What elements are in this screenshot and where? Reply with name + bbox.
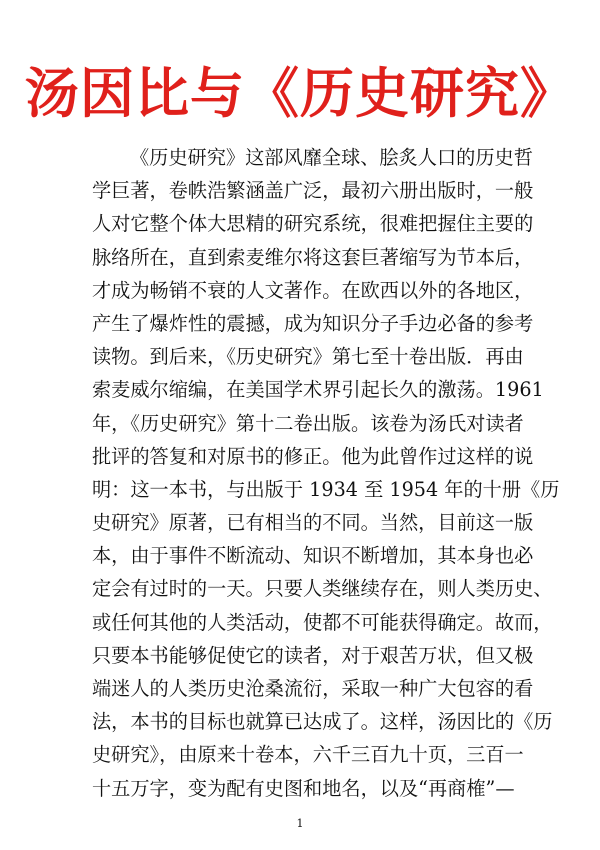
paragraph-line: 明：这一本书，与出版于 1934 至 1954 年的十册《历 bbox=[92, 477, 560, 501]
paragraph-line: 索麦威尔缩编，在美国学术界引起长久的激荡。1961 bbox=[92, 378, 544, 402]
paragraph-line: 学巨著，卷帙浩繁涵盖广泛，最初六册出版时，一般 bbox=[92, 179, 534, 203]
paragraph-line: 才成为畅销不衰的人文著作。在欧西以外的各地区， bbox=[92, 278, 534, 302]
paragraph-line: 年，《历史研究》第十二卷出版。该卷为汤氏对读者 bbox=[92, 411, 524, 435]
page-title: 汤因比与《历史研究》 bbox=[25, 61, 575, 125]
paragraph-line: 或任何其他的人类活动，使都不可能获得确定。故而， bbox=[92, 610, 553, 634]
paragraph-line: 史研究》原著，已有相当的不同。当然，目前这一版 bbox=[92, 511, 534, 535]
paragraph-line: 批评的答复和对原书的修正。他为此曾作过这样的说 bbox=[92, 444, 534, 468]
paragraph-line: 产生了爆炸性的震撼，成为知识分子手边必备的参考 bbox=[92, 311, 534, 335]
paragraph-line: 人对它整个体大思精的研究系统，很难把握住主要的 bbox=[92, 212, 534, 236]
paragraph-line: 只要本书能够促使它的读者，对于艰苦万状，但又极 bbox=[92, 643, 534, 667]
paragraph-line: 定会有过时的一天。只要人类继续存在，则人类历史、 bbox=[92, 577, 553, 601]
paragraph-line: 读物。到后来，《历史研究》第七至十卷出版．再由 bbox=[92, 345, 524, 369]
paragraph-line: 本，由于事件不断流动、知识不断增加，其本身也必 bbox=[92, 544, 534, 568]
page-number: 1 bbox=[296, 817, 304, 830]
body-paragraph bbox=[92, 141, 560, 805]
paragraph-line: 脉络所在，直到索麦维尔将这套巨著缩写为节本后， bbox=[92, 245, 534, 269]
paragraph-line: 法，本书的目标也就算已达成了。这样，汤因比的《历 bbox=[92, 710, 553, 734]
paragraph-line: 端迷人的人类历史沧桑流衍，采取一种广大包容的看 bbox=[92, 677, 534, 700]
paragraph-line: 《历史研究》这部风靡全球、脍炙人口的历史哲 bbox=[130, 146, 533, 169]
paragraph-line: 史研究》，由原来十卷本，六千三百九十页，三百一 bbox=[92, 743, 524, 767]
paragraph-line: 十五万字，变为配有史图和地名，以及“再商榷”— bbox=[92, 776, 515, 800]
